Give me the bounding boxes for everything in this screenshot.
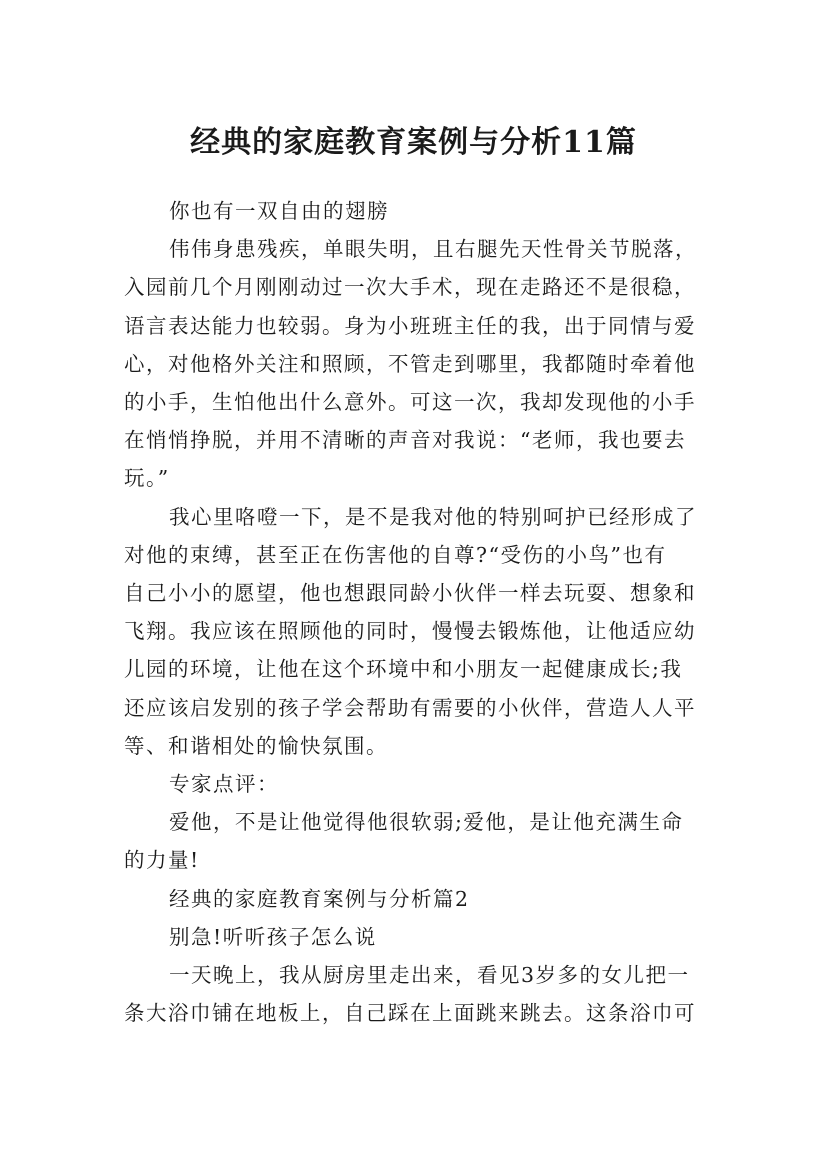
paragraph-story-1	[124, 230, 708, 497]
text-line: 的小手，生怕他出什么意外。可这一次，我却发现他的小手	[124, 390, 696, 415]
paragraph-chapter-2-heading	[124, 880, 708, 918]
text-line: 专家点评：	[169, 772, 279, 797]
text-line: 飞翔。我应该在照顾他的同时，慢慢去锻炼他，让他适应幼	[124, 619, 696, 644]
text-line: 入园前几个月刚刚动过一次大手术，现在走路还不是很稳，	[124, 275, 696, 300]
text-line: 还应该启发别的孩子学会帮助有需要的小伙伴，营造人人平	[124, 695, 696, 720]
paragraph-reflection	[124, 498, 708, 765]
text-line: 一天晚上，我从厨房里走出来，看见3岁多的女儿把一	[169, 963, 690, 988]
text-line: 经典的家庭教育案例与分析篇2	[169, 886, 470, 911]
document-body	[124, 192, 708, 1032]
text-line: 条大浴巾铺在地板上，自己踩在上面跳来跳去。这条浴巾可	[124, 1001, 696, 1026]
text-line: 的力量!	[124, 848, 200, 873]
paragraph-chapter-2-subtitle	[124, 918, 708, 956]
text-line: 等、和谐相处的愉快氛围。	[124, 733, 388, 758]
paragraph-expert-comment	[124, 803, 708, 879]
text-line: 对他的束缚，甚至正在伤害他的自尊?“受伤的小鸟”也有	[124, 542, 667, 567]
paragraph-section-heading	[124, 192, 708, 230]
text-line: 玩。”	[124, 466, 170, 491]
text-line: 自己小小的愿望，他也想跟同龄小伙伴一样去玩耍、想象和	[124, 581, 696, 606]
text-line: 在悄悄挣脱，并用不清晰的声音对我说：“老师，我也要去	[124, 428, 686, 453]
document-title: 经典的家庭教育案例与分析11篇	[190, 125, 637, 161]
text-line: 儿园的环境，让他在这个环境中和小朋友一起健康成长;我	[124, 657, 683, 682]
text-line: 心，对他格外关注和照顾，不管走到哪里，我都随时牵着他	[124, 351, 696, 376]
text-line: 爱他，不是让他觉得他很软弱;爱他，是让他充满生命	[169, 810, 684, 835]
paragraph-expert-label	[124, 765, 708, 803]
text-line: 别急!听听孩子怎么说	[169, 924, 377, 949]
text-line: 你也有一双自由的翅膀	[169, 199, 389, 223]
text-line: 伟伟身患残疾，单眼失明，且右腿先天性骨关节脱落，	[169, 237, 697, 262]
paragraph-story-2	[124, 956, 708, 1032]
text-line: 语言表达能力也较弱。身为小班班主任的我，出于同情与爱	[124, 313, 696, 338]
text-line: 我心里咯噔一下，是不是我对他的特别呵护已经形成了	[169, 504, 697, 529]
